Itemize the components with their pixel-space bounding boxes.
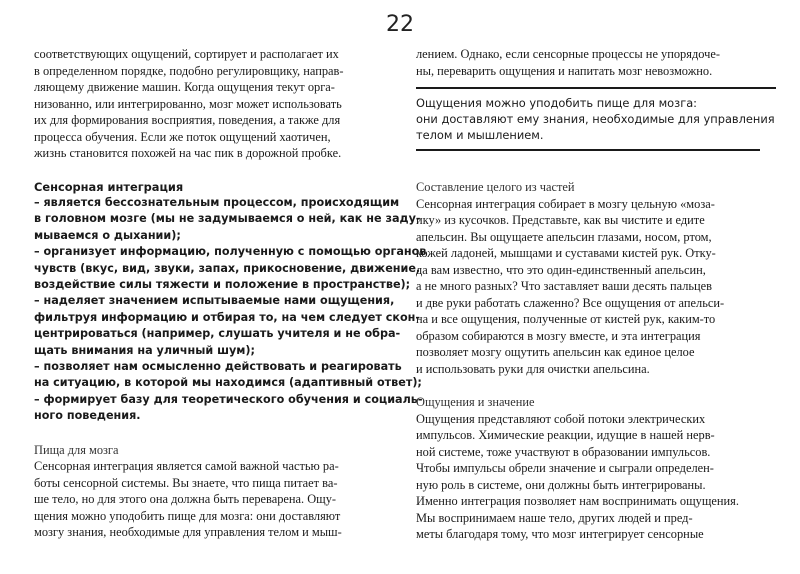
text-line: щения можно уподобить пище для мозга: они доставляют [34, 508, 341, 523]
text-line: – наделяет значением испытываемые нами ощущения, [34, 294, 395, 308]
callout-top-rule [416, 87, 776, 89]
text-line: Мы воспринимаем наше тело, других людей и пред- [416, 510, 693, 525]
text-line: Именно интеграция позволяет нам воспринимать ощущения. [416, 494, 739, 508]
left-intro-paragraph [34, 46, 380, 162]
text-line: да вам известно, что это один-единственный апельсин, [416, 262, 706, 277]
text-line: образом собираются в мозгу вместе, и эта интеграция [416, 328, 701, 343]
text-line: чувств (вкус, вид, звуки, запах, прикосновение, движение, [34, 261, 421, 275]
text-line: и две руки работать слаженно? Все ощущения от апельси- [416, 295, 725, 310]
text-line: центрироваться (например, слушать учителя и не обра- [34, 327, 401, 341]
text-line: – организует информацию, полученную с помощью органов [34, 245, 427, 259]
section-heading-whole-from-parts: Составление целого из частей [416, 180, 575, 194]
whole-from-parts-paragraph [416, 196, 776, 378]
section-heading-sensations-meaning: Ощущения и значение [416, 395, 535, 409]
left-column [34, 46, 427, 541]
text-line: Ощущения представляют собой потоки электрических [416, 411, 706, 426]
callout-quote [416, 95, 776, 143]
text-line: мываемся о дыхании); [34, 228, 181, 242]
text-line: Чтобы импульсы обрели значение и сыграли определен- [416, 461, 714, 475]
text-line: низованно, или интегрированно, мозг может использовать [34, 96, 342, 111]
text-line: позволяет мозгу ощутить апельсин как единое целое [416, 345, 695, 359]
food-for-brain-paragraph [34, 458, 380, 541]
text-line: ного поведения. [34, 409, 141, 423]
text-line: в головном мозге (мы не задумываемся о ней, как не заду- [34, 212, 421, 226]
right-intro-paragraph [416, 46, 776, 79]
text-line: а не много разных? Что заставляет ваши десять пальцев [416, 279, 713, 293]
text-line: щать внимания на уличный шум); [34, 343, 256, 357]
text-line: телом и мышлением. [416, 128, 544, 142]
sensory-integration-list [34, 195, 427, 425]
text-line: – является бессознательным процессом, происходящим [34, 196, 400, 209]
text-line: мозгу знания, необходимые для управления телом и мыш- [34, 525, 342, 540]
text-line: – формирует базу для теоретического обучения и социаль- [34, 392, 423, 406]
text-line: боты сенсорной системы. Вы знаете, что пища питает ва- [34, 475, 338, 490]
text-line: на ситуацию, в которой мы находимся (адаптивный ответ); [34, 376, 422, 390]
text-line: ше тело, но для этого она должна быть переварена. Ощу- [34, 492, 337, 507]
text-line: в определенном порядке, подобно регулировщику, направ- [34, 63, 344, 78]
text-line: ляющему движение машин. Когда ощущения текут орга- [34, 80, 335, 94]
text-line: и использовать руки для очистки апельсина. [416, 361, 650, 376]
sensations-meaning-paragraph [416, 411, 776, 543]
text-line: ную роль в системе, они должны быть интегрированы. [416, 477, 706, 492]
text-line: их для формирования восприятия, поведения, а также для [34, 113, 341, 127]
text-line: лением. Однако, если сенсорные процессы не упорядоче- [416, 47, 720, 61]
text-line: Сенсорная интеграция является самой важной частью ра- [34, 459, 339, 474]
text-line: – позволяет нам осмысленно действовать и реагировать [34, 360, 402, 374]
text-line: импульсов. Химические реакции, идущие в нашей нерв- [416, 428, 715, 442]
text-line: процесса обучения. Если же поток ощущений хаотичен, [34, 129, 331, 144]
text-line: они доставляют ему знания, необходимые для управления [416, 112, 775, 126]
text-line: ику» из кусочков. Представьте, как вы чистите и едите [416, 213, 705, 227]
text-line: ны, переварить ощущения и напитать мозг невозможно. [416, 63, 713, 78]
text-line: воздействие силы тяжести и положение в пространстве); [34, 278, 411, 292]
text-line: фильтруя информацию и отбирая то, на чем следует скон- [34, 310, 421, 324]
page-number: 22 [386, 12, 414, 37]
text-line: жизнь становится похожей на час пик в дорожной пробке. [34, 146, 342, 160]
text-line: ной системе, тоже участвуют в образовании импульсов. [416, 444, 711, 459]
text-line: меты благодаря тому, что мозг интегрирует сенсорные [416, 527, 704, 541]
text-line: Ощущения можно уподобить пище для мозга: [416, 96, 698, 110]
section-heading-food-for-brain: Пища для мозга [34, 442, 119, 457]
text-line: апельсин. Вы ощущаете апельсин глазами, носом, ртом, [416, 229, 712, 244]
text-line: соответствующих ощущений, сортирует и располагает их [34, 47, 339, 61]
text-line: на и все ощущения, полученные от кистей рук, каким-то [416, 312, 716, 326]
text-line: Сенсорная интеграция собирает в мозгу цельную «моза- [416, 196, 715, 211]
text-line: кожей ладоней, мышцами и суставами кистей рук. Отку- [416, 246, 716, 260]
section-heading-sensory-integration: Сенсорная интеграция [34, 179, 184, 194]
right-column [416, 46, 776, 543]
